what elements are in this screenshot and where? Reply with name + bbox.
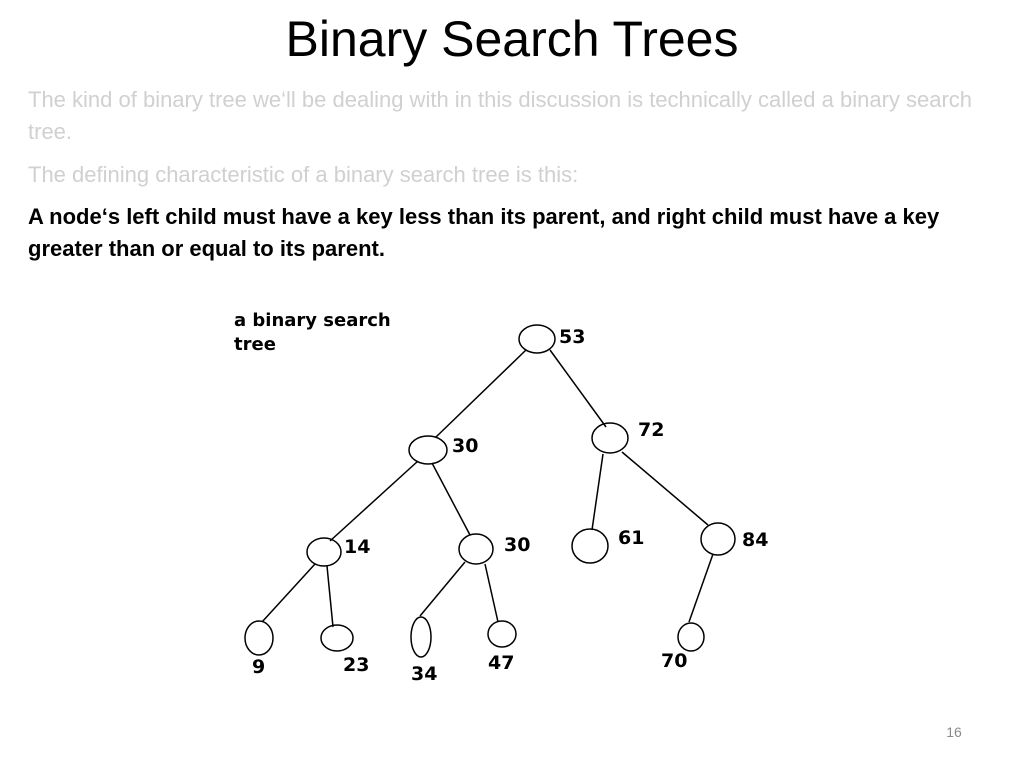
tree-node xyxy=(572,529,608,563)
tree-node xyxy=(592,423,628,453)
slide-title: Binary Search Trees xyxy=(285,11,739,67)
edge-30-47 xyxy=(485,564,498,622)
edge-14-23 xyxy=(327,566,333,627)
node-label-72: 72 xyxy=(638,419,665,441)
node-label-9: 9 xyxy=(252,656,266,678)
tree-node xyxy=(488,621,516,647)
slide-number: 16 xyxy=(946,724,962,740)
tree-node xyxy=(307,538,341,566)
tree-node xyxy=(701,523,735,555)
node-label-30-right: 30 xyxy=(504,534,531,556)
tree-node xyxy=(678,623,704,651)
tree-node xyxy=(245,621,273,655)
bullet-rule: A node‘s left child must have a key less than its parent, and right child must have a key greater than or equal to its parent. xyxy=(28,204,940,261)
bullet-characteristic: The defining characteristic of a binary search tree is this: xyxy=(28,162,579,187)
node-label-47: 47 xyxy=(488,652,515,674)
tree-node xyxy=(519,325,555,353)
diagram-caption-line1: a binary search xyxy=(234,310,391,331)
node-label-61: 61 xyxy=(618,527,645,549)
binary-search-tree-diagram xyxy=(222,298,792,698)
edge-53-72 xyxy=(550,350,606,427)
edge-30-30 xyxy=(432,463,470,535)
edge-30-14 xyxy=(330,461,418,541)
tree-node xyxy=(321,625,353,651)
tree-node xyxy=(459,534,493,564)
bullet-definition: The kind of binary tree we‘ll be dealing with in this discussion is technically called a binary search tree. xyxy=(28,87,973,144)
node-label-30-left: 30 xyxy=(452,435,479,457)
diagram-caption-line2: tree xyxy=(234,334,276,355)
edge-84-70 xyxy=(689,554,713,622)
tree-node xyxy=(409,436,447,464)
edge-72-61 xyxy=(592,454,603,530)
node-label-70: 70 xyxy=(661,650,688,672)
edge-72-84 xyxy=(622,452,708,525)
node-label-53: 53 xyxy=(559,326,586,348)
node-label-84: 84 xyxy=(742,529,769,551)
edge-14-9 xyxy=(262,564,315,622)
edge-53-30 xyxy=(436,350,526,437)
node-label-23: 23 xyxy=(343,654,370,676)
edge-30-34 xyxy=(420,562,465,616)
node-label-14: 14 xyxy=(344,536,371,558)
node-label-34: 34 xyxy=(411,663,438,685)
tree-node xyxy=(411,617,431,657)
